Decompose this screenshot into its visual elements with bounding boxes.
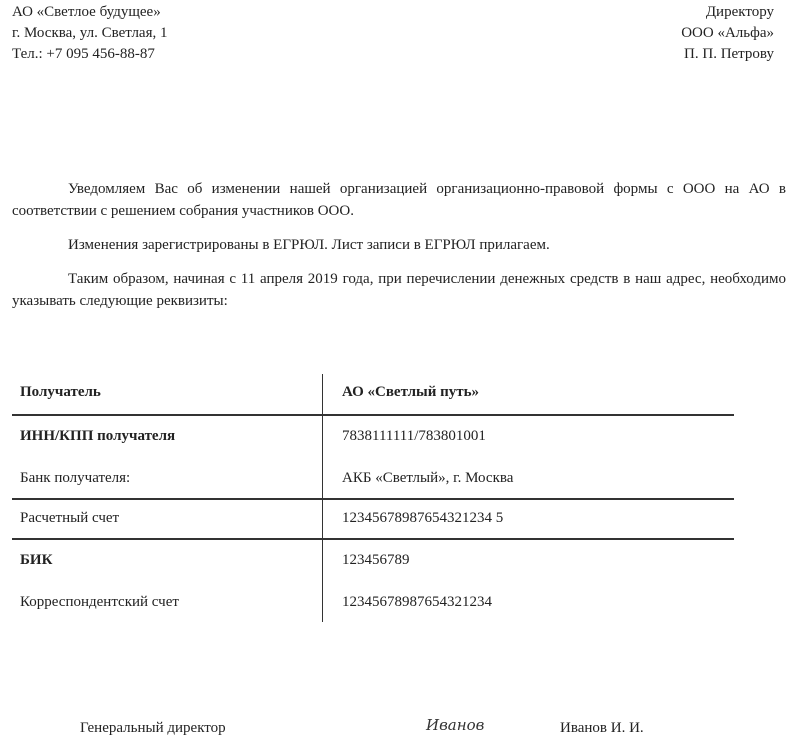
sender-company: АО «Светлое будущее» (12, 4, 161, 20)
details-value-corr-account: 12345678987654321234 (342, 594, 492, 610)
letter-body (12, 178, 786, 312)
signer-name: Иванов И. И. (560, 720, 644, 736)
body-paragraph-2: Изменения зарегистрированы в ЕГРЮЛ. Лист записи в ЕГРЮЛ прилагаем. (68, 237, 550, 253)
recipient-block (681, 2, 774, 65)
details-label-account: Расчетный счет (20, 510, 120, 526)
details-label-corr-account: Корреспондентский счет (20, 594, 179, 610)
row-divider-2 (12, 498, 734, 500)
sender-block (12, 2, 168, 65)
details-label-bik: БИК (20, 552, 53, 568)
handwritten-signature: Иванов (426, 716, 485, 734)
row-divider-3 (12, 538, 734, 540)
details-label-recipient: Получатель (20, 384, 101, 400)
signer-position: Генеральный директор (80, 720, 226, 736)
recipient-name: П. П. Петрову (684, 46, 774, 62)
details-value-bik: 123456789 (342, 552, 410, 568)
body-paragraph-1: Уведомляем Вас об изменении нашей организацией организационно-правовой формы с ООО на АО в соответствии с решением собрания участников ООО. (12, 181, 786, 219)
details-value-recipient: АО «Светлый путь» (342, 384, 480, 400)
body-paragraph-3: Таким образом, начиная с 11 апреля 2019 года, при перечислении денежных средств в наш адрес, необходимо указывать следующие реквизиты: (12, 271, 786, 309)
details-value-bank: АКБ «Светлый», г. Москва (342, 470, 514, 486)
signature-block (0, 716, 800, 746)
bank-details-table (12, 374, 734, 622)
row-divider-1 (12, 414, 734, 416)
recipient-position: Директору (705, 4, 774, 20)
details-value-inn: 7838111111/783801001 (342, 428, 486, 444)
details-value-account: 12345678987654321234 5 (342, 510, 504, 526)
details-label-bank: Банк получателя: (20, 470, 131, 486)
recipient-company: ООО «Альфа» (681, 25, 774, 41)
sender-address: г. Москва, ул. Светлая, 1 (12, 25, 168, 41)
details-label-inn: ИНН/КПП получателя (20, 428, 176, 444)
sender-phone: Тел.: +7 095 456-88-87 (12, 46, 155, 62)
